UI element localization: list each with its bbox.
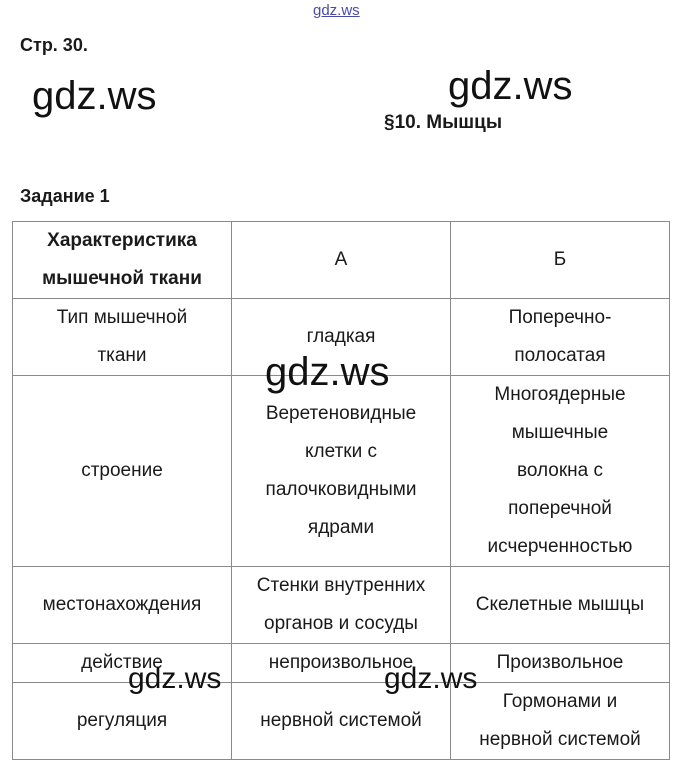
watermark-text: gdz.ws bbox=[384, 662, 478, 695]
watermark-text: gdz.ws bbox=[32, 74, 157, 118]
cell-a: Стенки внутренних органов и сосуды bbox=[232, 567, 451, 644]
characteristics-table bbox=[12, 221, 670, 760]
header-b: Б bbox=[451, 222, 670, 299]
row-label: регуляция bbox=[13, 683, 232, 760]
cell-b: Скелетные мышцы bbox=[451, 567, 670, 644]
cell-a: непроизвольное bbox=[232, 644, 451, 683]
row-label: Тип мышечной ткани bbox=[13, 299, 232, 376]
section-title: §10. Мышцы bbox=[384, 112, 503, 133]
table-row bbox=[13, 644, 670, 683]
row-label: строение bbox=[13, 376, 232, 567]
cell-b: Поперечно- полосатая bbox=[451, 299, 670, 376]
table-row bbox=[13, 683, 670, 760]
header-characteristic: Характеристика мышечной ткани bbox=[13, 222, 232, 299]
row-label: местонахождения bbox=[13, 567, 232, 644]
table-header-row bbox=[13, 222, 670, 299]
cell-b: Гормонами и нервной системой bbox=[451, 683, 670, 760]
table-row bbox=[13, 376, 670, 567]
watermark-text: gdz.ws bbox=[265, 350, 390, 394]
cell-a: нервной системой bbox=[232, 683, 451, 760]
watermark-text: gdz.ws bbox=[128, 662, 222, 695]
table-row bbox=[13, 567, 670, 644]
watermark-link[interactable]: gdz.ws bbox=[313, 2, 360, 19]
cell-b: Многоядерные мышечные волокна с поперечной исчерченностью bbox=[451, 376, 670, 567]
header-a: А bbox=[232, 222, 451, 299]
watermark-text: gdz.ws bbox=[448, 64, 573, 108]
page-reference: Стр. 30. bbox=[20, 35, 88, 55]
cell-b: Произвольное bbox=[451, 644, 670, 683]
cell-a: гладкая bbox=[232, 299, 451, 376]
cell-a: Веретеновидные клетки с палочковидными ядрами bbox=[232, 376, 451, 567]
row-label: действие bbox=[13, 644, 232, 683]
task-title: Задание 1 bbox=[20, 186, 110, 206]
